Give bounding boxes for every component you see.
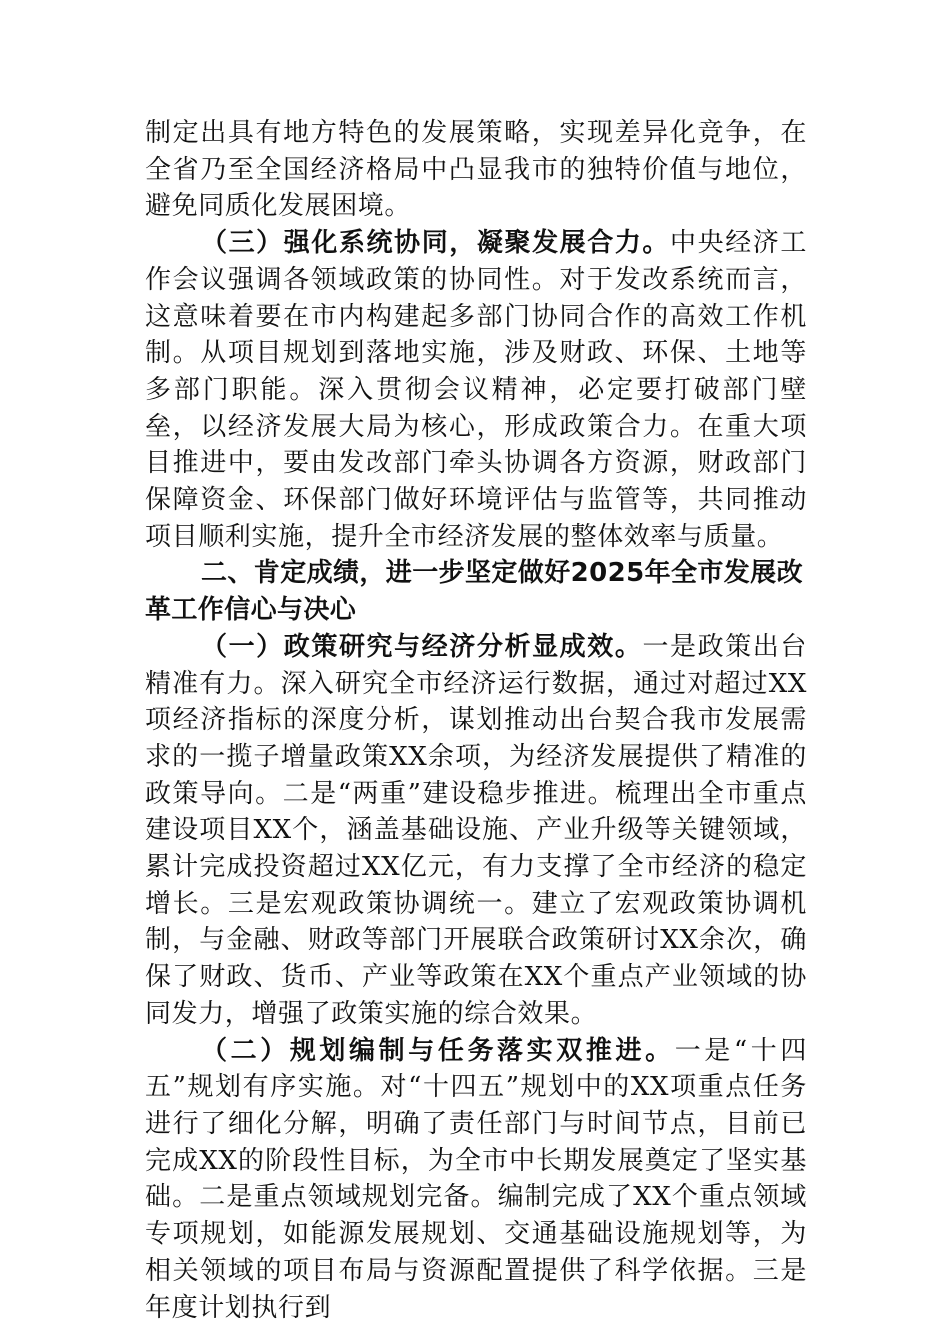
paragraph-text: 一是“十四五”规划有序实施。对“十四五”规划中的XX项重点任务进行了细化分解，明确了责任部门与时间节点，目前已完成XX的阶段性目标，为全市中长期发展奠定了坚实基础。二是重点领域规划完备。编制完成了XX个重点领域专项规划，如能源发展规划、交通基础设施规划等，为相关领域的项目布局与资源配置提供了科学依据。三是年度计划执行到 <box>145 1035 807 1323</box>
paragraph-policy-research <box>145 629 807 1033</box>
paragraph-continuation <box>145 115 807 225</box>
subsection-heading: （一）政策研究与经济分析显成效。 <box>201 631 643 662</box>
paragraph-system-coordination <box>145 225 807 555</box>
paragraph-text: 制定出具有地方特色的发展策略，实现差异化竞争，在全省乃至全国经济格局中凸显我市的独特价值与地位，避免同质化发展困境。 <box>145 118 807 222</box>
paragraph-text: 一是政策出台精准有力。深入研究全市经济运行数据，通过对超过XX项经济指标的深度分析，谋划推动出台契合我市发展需求的一揽子增量政策XX余项，为经济发展提供了精准的政策导向。二是“两重”建设稳步推进。梳理出全市重点建设项目XX个，涵盖基础设施、产业升级等关键领域，累计完成投资超过XX亿元，有力支撑了全市经济的稳定增长。三是宏观政策协调统一。建立了宏观政策协调机制，与金融、财政等部门开展联合政策研讨XX余次，确保了财政、货币、产业等政策在XX个重点产业领域的协同发力，增强了政策实施的综合效果。 <box>145 631 807 1029</box>
section-heading: 二、肯定成绩，进一步坚定做好2025年全市发展改革工作信心与决心 <box>145 558 803 626</box>
paragraph-planning <box>145 1033 807 1327</box>
document-page <box>145 115 807 1326</box>
subsection-heading: （三）强化系统协同，凝聚发展合力。 <box>201 228 671 259</box>
paragraph-text: 中央经济工作会议强调各领域政策的协同性。对于发改系统而言，这意味着要在市内构建起多部门协同合作的高效工作机制。从项目规划到落地实施，涉及财政、环保、土地等多部门职能。深入贯彻会议精神，必定要打破部门壁垒，以经济发展大局为核心，形成政策合力。在重大项目推进中，要由发改部门牵头协调各方资源，财政部门保障资金、环保部门做好环境评估与监管等，共同推动项目顺利实施，提升全市经济发展的整体效率与质量。 <box>145 228 807 552</box>
subsection-heading: （二）规划编制与任务落实双推进。 <box>201 1035 675 1066</box>
